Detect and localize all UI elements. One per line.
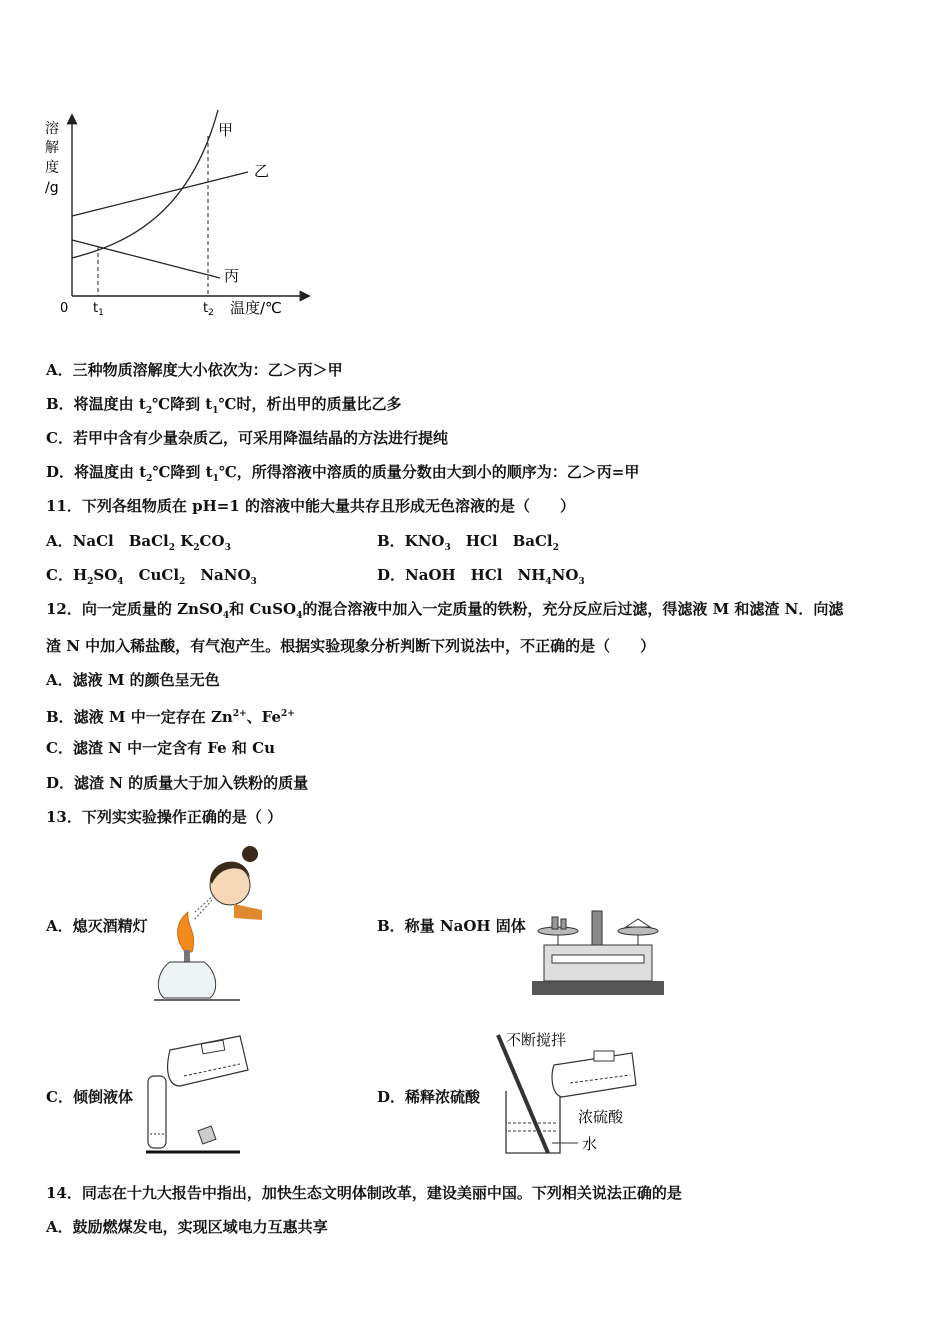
balance-weight [552,917,558,929]
origin-label: 0 [60,301,69,316]
q10-option-c: C．若甲中含有少量杂质乙，可采用降温结晶的方法进行提纯 [46,429,448,447]
acid-label: 浓硫酸 [578,1108,624,1126]
y-label-2: 解 [45,140,59,156]
wick [184,950,190,962]
extinguish-lamp-figure [150,840,280,1005]
q14-option-a: A．鼓励燃煤发电，实现区域电力互惠共享 [46,1218,328,1236]
q12-option-c: C．滤渣 N 中一定含有 Fe 和 Cu [46,739,275,757]
lamp-body [158,962,215,998]
q11-option-d: D．NaOH HCl $NH_4NO_3$ [377,566,585,587]
q11-stem: 11．下列各组物质在 pH=1 的溶液中能大量共存且形成无色溶液的是（ ） [46,497,575,515]
balance-scale-bar [552,955,644,963]
dilute-acid-figure [490,1025,650,1160]
breath-line-2 [194,900,212,920]
q11-option-b: B．$KNO_3$ HCl BaCl$_2$ [377,532,559,553]
balance-pillar [592,911,602,945]
curve-jia-label: 甲 [218,121,234,139]
balance-sample [626,919,650,927]
q12-option-b: B．滤液 M 中一定存在 $Zn^{2+}$、$Fe^{2+}$ [46,708,295,726]
balance-figure [528,905,668,1000]
q13-option-c: C．倾倒液体 [46,1088,133,1106]
y-label-3: 度 [45,160,59,176]
y-label-1: 溶 [45,121,59,137]
breath-line [195,895,214,912]
water-label: 水 [582,1135,598,1153]
q14-stem: 14．同志在十九大报告中指出，加快生态文明体制改革，建设美丽中国。下列相关说法正确的是 [46,1184,682,1202]
q13-option-d: D．稀释浓硫酸 [377,1088,481,1106]
q12-option-a: A．滤液 M 的颜色呈无色 [46,671,220,689]
pour-liquid-figure [140,1030,260,1158]
t2-label: $t_2$ [203,301,214,318]
stir-label: 不断搅拌 [506,1031,567,1049]
q12-stem-line2: 渣 N 中加入稀盐酸，有气泡产生。根据实验现象分析判断下列说法中，不正确的是（ ） [46,637,656,655]
q13-stem: 13．下列实实验操作正确的是（ ） [46,808,283,826]
test-tube [148,1076,166,1148]
curve-yi [72,172,248,216]
balance-weight-2 [561,919,566,929]
q10-option-d: D．将温度由 $t_2℃$降到 $t_1℃$，所得溶液中溶质的质量分数由大到小的顺序为：乙＞丙=甲 [46,463,640,484]
y-label-4: /g [45,180,59,196]
balance-base [532,981,664,995]
q13-option-a: A．熄灭酒精灯 [46,917,148,935]
acid-bottle-label [594,1051,614,1061]
x-axis-label: 温度/℃ [230,299,282,317]
q11-option-c: C．$H_2SO_4$ CuCl$_2$ NaNO$_3$ [46,566,257,587]
stopper [198,1126,216,1144]
q11-option-a: A．NaCl BaCl$_2$ $K_2CO_3$ [46,532,231,553]
girl-hair-bun [242,846,258,862]
curve-jia [72,110,218,258]
solubility-graph [40,108,325,323]
q12-option-d: D．滤渣 N 的质量大于加入铁粉的质量 [46,774,309,792]
t1-label: $t_1$ [93,301,104,318]
girl-shoulder [234,904,262,920]
curve-yi-label: 乙 [254,162,270,180]
curve-bing [72,240,220,278]
balance-right-pan [618,927,658,935]
curve-bing-label: 丙 [224,267,240,285]
q10-option-b: B．将温度由 $t_2℃$降到 $t_1℃$时，析出甲的质量比乙多 [46,395,402,416]
q13-option-b: B．称量 NaOH 固体 [377,917,526,935]
flame [178,912,194,952]
q10-option-a: A．三种物质溶解度大小依次为：乙＞丙＞甲 [46,361,343,379]
q12-stem-line1: 12．向一定质量的 ZnSO$_4$和 CuSO$_4$的混合溶液中加入一定质量的铁粉，充分反应后过滤，得滤液 M 和滤渣 N．向滤 [46,600,844,621]
